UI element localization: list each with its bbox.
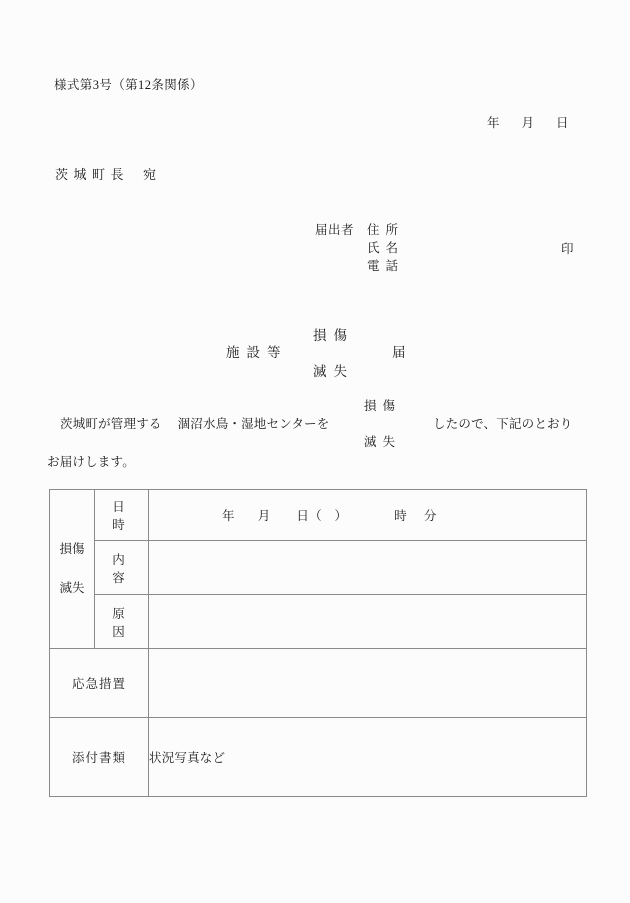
datetime-year-label: 年 bbox=[222, 509, 235, 523]
table-row-emergency-measures bbox=[50, 649, 587, 718]
form-number: 様式第3号（第12条関係） bbox=[54, 78, 203, 92]
submitter-name-row bbox=[315, 239, 413, 257]
row-value-content[interactable] bbox=[149, 541, 587, 595]
row-label-emergency-measures: 応急措置 bbox=[50, 649, 149, 718]
submitter-tag: 届出者 bbox=[315, 223, 355, 237]
body-facility-name: 涸沼水鳥・湿地センターを bbox=[177, 417, 330, 431]
addressee-name: 茨城町長 bbox=[55, 167, 130, 182]
datetime-minute-label: 分 bbox=[423, 509, 437, 523]
title-option-loss: 滅失 bbox=[313, 364, 354, 379]
table-row-content bbox=[50, 541, 587, 595]
submitter-phone-row bbox=[315, 257, 413, 275]
body-tail: したので、下記のとおり bbox=[433, 417, 573, 431]
category-cell-damage-loss bbox=[50, 490, 95, 649]
submitter-block bbox=[315, 221, 413, 275]
date-month-label: 月 bbox=[521, 116, 535, 130]
title-option-damage: 損傷 bbox=[313, 328, 354, 343]
row-value-cause[interactable] bbox=[149, 595, 587, 649]
date-year-label: 年 bbox=[487, 116, 500, 130]
table-row-datetime bbox=[50, 490, 587, 541]
row-label-content: 内 容 bbox=[95, 541, 149, 595]
date-day-label: 日 bbox=[556, 116, 569, 130]
submitter-address-row bbox=[315, 221, 413, 239]
document-title bbox=[0, 324, 630, 382]
body-line-2: お届けします。 bbox=[47, 455, 135, 469]
datetime-month-label: 月 bbox=[257, 509, 271, 523]
title-suffix: 届 bbox=[392, 345, 406, 360]
addressee bbox=[55, 168, 162, 181]
body-option-loss: 滅失 bbox=[364, 435, 402, 449]
details-table-wrapper bbox=[49, 489, 583, 797]
title-main: 施設等 bbox=[226, 345, 288, 360]
row-value-datetime[interactable] bbox=[149, 490, 587, 541]
body-lead: 茨城町が管理する bbox=[60, 417, 162, 431]
submitter-address-label: 住所 bbox=[367, 223, 405, 237]
row-label-attachment: 添付書類 bbox=[50, 718, 149, 797]
seal-mark: 印 bbox=[561, 242, 574, 256]
details-table bbox=[49, 489, 587, 797]
row-label-datetime: 日 時 bbox=[95, 490, 149, 541]
row-value-emergency-measures[interactable] bbox=[149, 649, 587, 718]
table-row-cause bbox=[50, 595, 587, 649]
body-line-1 bbox=[60, 414, 330, 432]
datetime-day-label: 日（ ） bbox=[296, 509, 348, 523]
datetime-hour-label: 時 bbox=[394, 509, 407, 523]
category-label-loss: 滅失 bbox=[59, 580, 85, 595]
submitter-name-label: 氏名 bbox=[367, 241, 405, 255]
addressee-suffix: 宛 bbox=[143, 167, 162, 182]
submitter-phone-label: 電話 bbox=[367, 259, 405, 273]
row-label-cause: 原 因 bbox=[95, 595, 149, 649]
row-value-attachment[interactable]: 状況写真など bbox=[149, 718, 587, 797]
date-line bbox=[487, 117, 569, 130]
category-label-damage: 損傷 bbox=[59, 541, 85, 556]
table-row-attachment bbox=[50, 718, 587, 797]
body-option-damage: 損傷 bbox=[364, 399, 402, 413]
